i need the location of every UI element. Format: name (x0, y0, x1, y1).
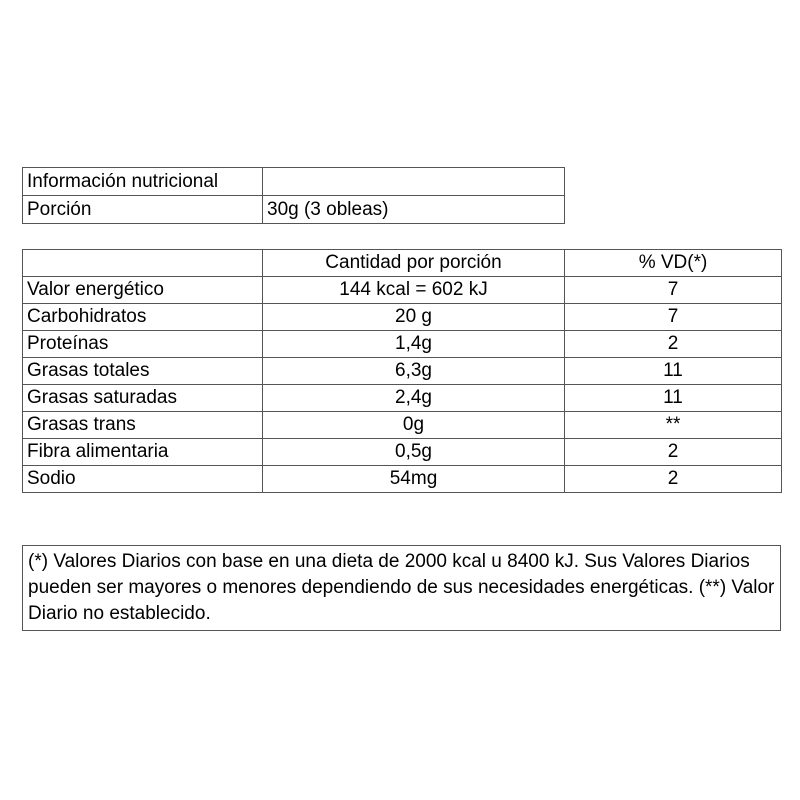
nutrient-amount: 54mg (263, 466, 565, 493)
nutrient-amount: 144 kcal = 602 kJ (263, 277, 565, 304)
table-row (23, 358, 782, 385)
table-row (23, 439, 782, 466)
nutrient-dv: ** (565, 412, 782, 439)
nutrition-header-row (23, 250, 782, 277)
portion-value: 30g (3 obleas) (263, 196, 565, 224)
portion-label: Porción (23, 196, 263, 224)
table-row (23, 412, 782, 439)
nutrition-info-title: Información nutricional (23, 168, 263, 196)
footnote-box (22, 545, 781, 631)
nutrient-dv: 2 (565, 439, 782, 466)
nutrient-dv: 11 (565, 385, 782, 412)
nutrition-facts-table (22, 249, 782, 493)
serving-title-row (23, 168, 565, 196)
table-row (23, 277, 782, 304)
nutrient-amount: 0,5g (263, 439, 565, 466)
nutrient-amount: 1,4g (263, 331, 565, 358)
header-nutrient-cell (23, 250, 263, 277)
nutrient-name: Grasas totales (23, 358, 263, 385)
nutrient-name: Carbohidratos (23, 304, 263, 331)
nutrient-name: Proteínas (23, 331, 263, 358)
portion-row (23, 196, 565, 224)
nutrient-name: Valor energético (23, 277, 263, 304)
table-row (23, 385, 782, 412)
table-row (23, 331, 782, 358)
nutrient-dv: 2 (565, 331, 782, 358)
nutrient-name: Sodio (23, 466, 263, 493)
nutrient-dv: 7 (565, 304, 782, 331)
table-row (23, 466, 782, 493)
serving-info-table (22, 167, 565, 224)
nutrient-amount: 2,4g (263, 385, 565, 412)
nutrient-name: Fibra alimentaria (23, 439, 263, 466)
nutrient-amount: 6,3g (263, 358, 565, 385)
nutrient-dv: 7 (565, 277, 782, 304)
nutrient-name: Grasas saturadas (23, 385, 263, 412)
footnote-text: (*) Valores Diarios con base en una dieta de 2000 kcal u 8400 kJ. Sus Valores Diarios pueden ser mayores o menores dependiendo de sus necesidades energéticas. (**) Valor Diario no establecido. (28, 551, 775, 624)
nutrient-amount: 0g (263, 412, 565, 439)
header-amount-cell: Cantidad por porción (263, 250, 565, 277)
nutrient-dv: 2 (565, 466, 782, 493)
nutrient-dv: 11 (565, 358, 782, 385)
table-row (23, 304, 782, 331)
nutrient-amount: 20 g (263, 304, 565, 331)
empty-cell (263, 168, 565, 196)
nutrient-name: Grasas trans (23, 412, 263, 439)
header-dv-cell: % VD(*) (565, 250, 782, 277)
